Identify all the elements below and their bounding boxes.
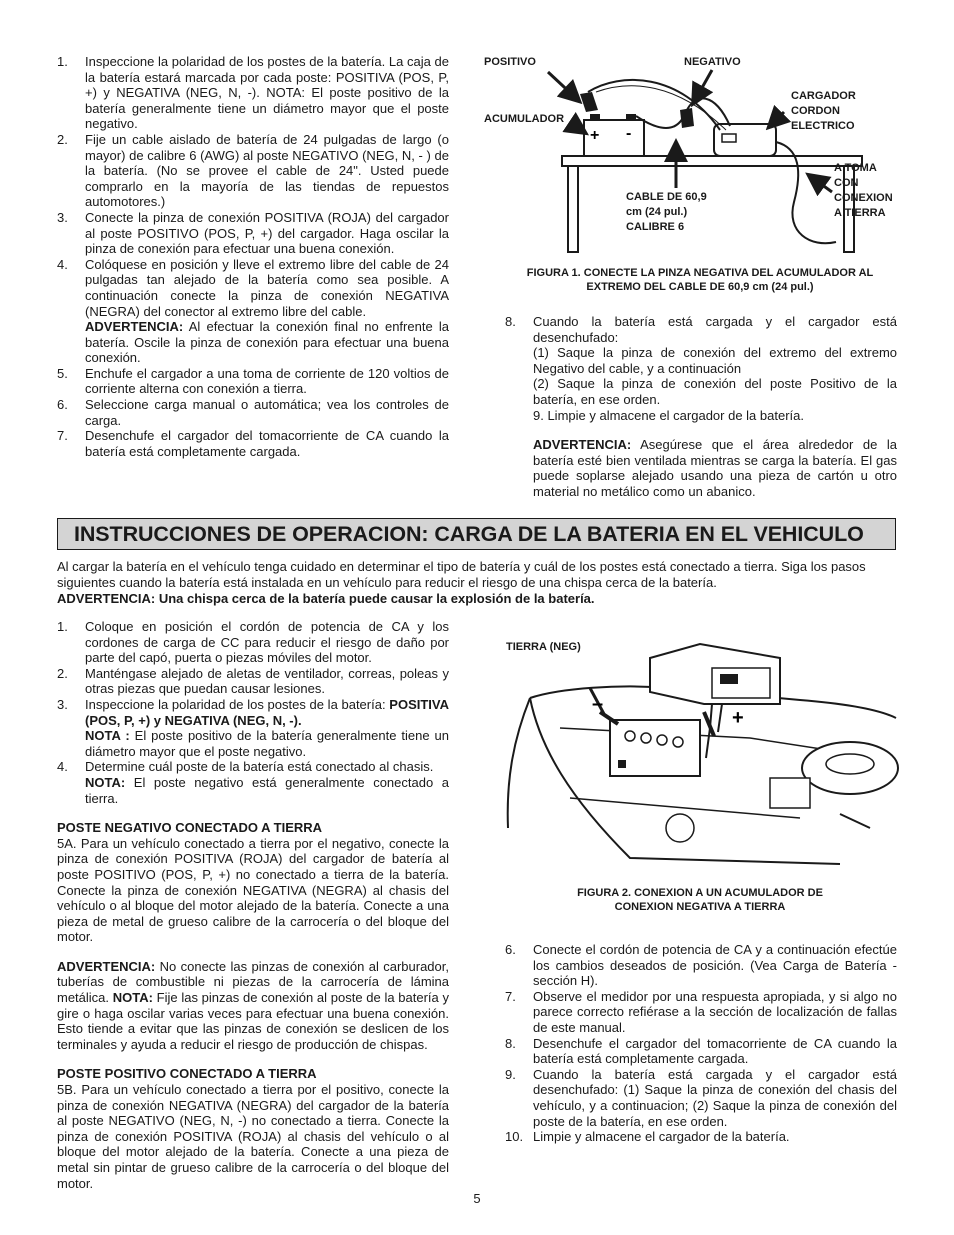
figure-1: [480, 52, 900, 266]
label-negativo: NEGATIVO: [684, 56, 741, 68]
svg-text:+: +: [732, 707, 744, 729]
list-item: 1. Coloque en posición el cordón de potencia de CA y los cordones de carga de CC para reducir el riesgo de daño por parte del capó, puerta o piezas móviles del motor.: [57, 619, 449, 666]
section-title: INSTRUCCIONES DE OPERACION: CARGA DE LA BATERIA EN EL VEHICULO: [74, 522, 864, 546]
page-number: 5: [473, 1191, 481, 1206]
list-item: 7. Desenchufe el cargador del tomacorriente de CA cuando la batería está completamente cargada.: [57, 428, 449, 459]
neg-section-text: 5A. Para un vehículo conectado a tierra por el negativo, conecte la pinza de conexión POSITIVA (ROJA) del cargador de batería al poste POSITIVO (POS, P, +) no conectado a tierra de la batería. Conecte la pinza de conexión NEGATIVA (NEGRA) al chasis del vehículo o al bloque del motor alejado de la batería. Conecte a una pieza de metal de grueso calibre de la carrocería o del bloque del motor.: [57, 835, 449, 945]
section-banner: [57, 518, 896, 550]
list-item: 9. Cuando la batería está cargada y el cargador está desenchufado: (1) Saque la pinza de conexión del chasis del vehículo, y a continuacion; (2) Saque la pinza de conexión del poste de la batería, en ese orden.: [505, 1066, 897, 1129]
list-item: 4. Determine cuál poste de la batería está conectado al chasis. NOTA: El poste negativo está generalmente conectado a tierra.: [57, 759, 449, 806]
label-cargador: CARGADOR CORDON ELECTRICO: [791, 90, 856, 132]
list-item: 6. Seleccione carga manual o automática; vea los controles de carga.: [57, 397, 449, 428]
neg-section-warning: ADVERTENCIA: No conecte las pinzas de conexión al carburador, tuberías de combustible ni piezas de la carrocería de lámina metálica. NOTA: Fije las pinzas de conexión al poste de la batería y gire o haga oscilar varias veces para efectuar una buena conexión. Esto tiende a evitar que las pinzas de conexión se deslicen de los terminales y ayuda a reducir el riesgo de producción de chispas.: [57, 958, 449, 1052]
warning-label: ADVERTENCIA:: [85, 319, 184, 335]
label-positivo: POSITIVO: [484, 56, 536, 68]
list-item: 2. Manténgase alejado de aletas de ventilador, correas, poleas y otras piezas que puedan causar lesiones.: [57, 665, 449, 697]
list-item: 10. Limpie y almacene el cargador de la batería.: [505, 1129, 790, 1145]
top-right-text: [505, 314, 897, 500]
pos-section-text: 5B. Para un vehículo conectado a tierra por el positivo, conecte la pinza de conexión NEGATIVA (NEGRA) del cargador de la batería al poste NEGATIVO (NEG, N, -) no conectado a tierra. Conecte la pinza de conexión POSITIVA (ROJA) al chasis del vehículo o al bloque del motor alejado de la batería. Conecte a una pieza de metal sin pintar de grueso calibre de la carrocería o del bloque del motor.: [57, 1082, 449, 1191]
list-item: 6. Conecte el cordón de potencia de CA y a continuación efectúe los cambios deseados de posición. (Vea Carga de Batería - sección H).: [505, 942, 897, 989]
warning-label: ADVERTENCIA:: [533, 437, 632, 453]
label-tierra-neg: TIERRA (NEG): [506, 641, 581, 653]
svg-text:+: +: [590, 127, 600, 144]
top-left-steps: [57, 54, 449, 459]
svg-text:–: –: [592, 693, 604, 715]
list-item: 2. Fije un cable aislado de batería de 24 pulgadas de largo (o mayor) de calibre 6 (AWG) al poste NEGATIVO (NEG, N, - ) de la batería. (No se provee el cable de 24". Usted puede comprarlo en la mayoría de las tiendas de repuestos automotores.): [57, 131, 449, 210]
neg-section-heading: POSTE NEGATIVO CONECTADO A TIERRA: [57, 820, 323, 836]
bottom-right-steps: [505, 942, 897, 1145]
list-item: 1. Inspeccione la polaridad de los postes de la batería. La caja de la batería estará marcada por cada poste: POSITIVA (POS, P, +) y NEGATIVA (NEG, N, -). NOTA: El poste positivo de la batería generalmente tiene un diámetro mayor que el poste negativo.: [57, 54, 449, 132]
list-item: 5. Enchufe el cargador a una toma de corriente de 120 voltios de corriente alterna con conexión a tierra.: [57, 365, 449, 397]
list-item: 3. Conecte la pinza de conexión POSITIVA (ROJA) del cargador al poste POSITIVO (POS, P, +) del cargador. Haga oscilar la pinza de conexión para efectuar una buena conexión.: [57, 209, 449, 257]
figure-2-caption: FIGURA 2. CONEXION A UN ACUMULADOR DE CONEXION NEGATIVA A TIERRA: [577, 887, 823, 913]
svg-text:-: -: [626, 125, 632, 142]
label-acumulador: ACUMULADOR: [484, 113, 565, 125]
figure-2: [500, 628, 900, 878]
figure-2-illustration: [500, 628, 900, 878]
bottom-left-column: [57, 619, 449, 1191]
list-item: 3. Inspeccione la polaridad de los postes de la batería: POSITIVA (POS, P, +) y NEGATIVA (NEG, N, -). NOTA : El poste positivo de la batería generalmente tiene un diámetro mayor que el poste negativo.: [57, 696, 449, 759]
list-item: 7. Observe el medidor por una respuesta apropiada, y si algo no parece correcto refiérase a la sección de localización de fallas de este manual.: [505, 988, 897, 1035]
label-toma: A TOMA CON CONEXION A TIERRA: [834, 162, 893, 219]
intro-paragraph: Al cargar la batería en el vehículo tenga cuidado en determinar el tipo de batería y cuál de los postes está conectado a tierra. Siga los pasos siguientes cuando la batería está instalada en un vehículo para reducir el riesgo de una chispa cerca de la batería. ADVERTENCIA: Una chispa cerca de la batería puede causar la explosión de la batería.: [57, 559, 897, 607]
list-item: 4. Colóquese en posición y lleve el extremo libre del cable de 24 pulgadas tan alejado de la batería como sea posible. A continuación conecte la pinza de conexión NEGATIVA (NEGRA) del conector al extremo libre del cable. ADVERTENCIA: Al efectuar la conexión final no enfrente la batería. Oscile la pinza de conexión para efectuar una buena conexión.: [57, 256, 449, 366]
pos-section-heading: POSTE POSITIVO CONECTADO A TIERRA: [57, 1066, 317, 1082]
list-item: 8. Desenchufe el cargador del tomacorriente de CA cuando la batería está completamente cargada.: [505, 1035, 897, 1067]
figure-1-caption: FIGURA 1. CONECTE LA PINZA NEGATIVA DEL ACUMULADOR AL EXTREMO DEL CABLE DE 60,9 cm (24 pul.): [526, 267, 874, 293]
intro-warning: ADVERTENCIA: Una chispa cerca de la batería puede causar la explosión de la batería.: [57, 591, 595, 606]
list-item: 8. Cuando la batería está cargada y el cargador está desenchufado: (1) Saque la pinza de conexión del extremo del extremo Negativo del cable, y a continuación (2) Saque la pinza de conexión del poste Positivo de la batería, en ese orden. 9. Limpie y almacene el cargador de la batería. ADVERTENCIA: Asegúrese que el área alrededor de la batería esté bien ventilada mientras se carga la batería. El gas puede soplarse alejado usando una pieza de cartón u otro material no metálico como un abanico.: [505, 314, 897, 499]
label-cable: CABLE DE 60,9 cm (24 pul.) CALIBRE 6: [626, 191, 707, 233]
